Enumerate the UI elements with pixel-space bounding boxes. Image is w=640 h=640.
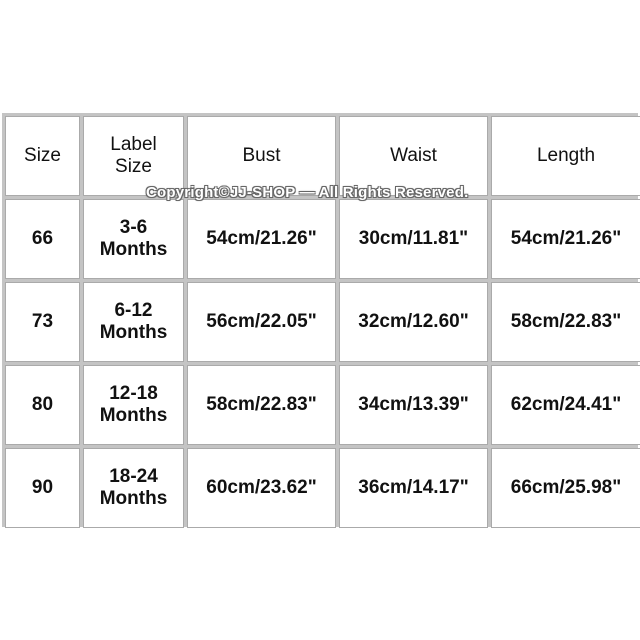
size-chart-table [2, 113, 638, 527]
copyright-watermark: Copyright©JJ-SHOP — All Rights Reserved. [146, 184, 469, 201]
row-4-bust: 60cm/23.62" [187, 448, 336, 528]
row-3-bust: 58cm/22.83" [187, 365, 336, 445]
header-bust: Bust [187, 116, 336, 196]
row-3-label-size: 12-18 Months [83, 365, 184, 445]
row-2-waist: 32cm/12.60" [339, 282, 488, 362]
row-4-label-size: 18-24 Months [83, 448, 184, 528]
row-2-length: 58cm/22.83" [491, 282, 640, 362]
header-label-size: Label Size [83, 116, 184, 196]
row-1-bust: 54cm/21.26" [187, 199, 336, 279]
header-waist: Waist [339, 116, 488, 196]
row-2-size: 73 [5, 282, 80, 362]
row-3-length: 62cm/24.41" [491, 365, 640, 445]
row-4-length: 66cm/25.98" [491, 448, 640, 528]
row-1-size: 66 [5, 199, 80, 279]
row-1-waist: 30cm/11.81" [339, 199, 488, 279]
row-2-bust: 56cm/22.05" [187, 282, 336, 362]
header-size: Size [5, 116, 80, 196]
row-2-label-size: 6-12 Months [83, 282, 184, 362]
row-4-size: 90 [5, 448, 80, 528]
row-3-size: 80 [5, 365, 80, 445]
row-3-waist: 34cm/13.39" [339, 365, 488, 445]
row-1-label-size: 3-6 Months [83, 199, 184, 279]
row-1-length: 54cm/21.26" [491, 199, 640, 279]
header-length: Length [491, 116, 640, 196]
row-4-waist: 36cm/14.17" [339, 448, 488, 528]
